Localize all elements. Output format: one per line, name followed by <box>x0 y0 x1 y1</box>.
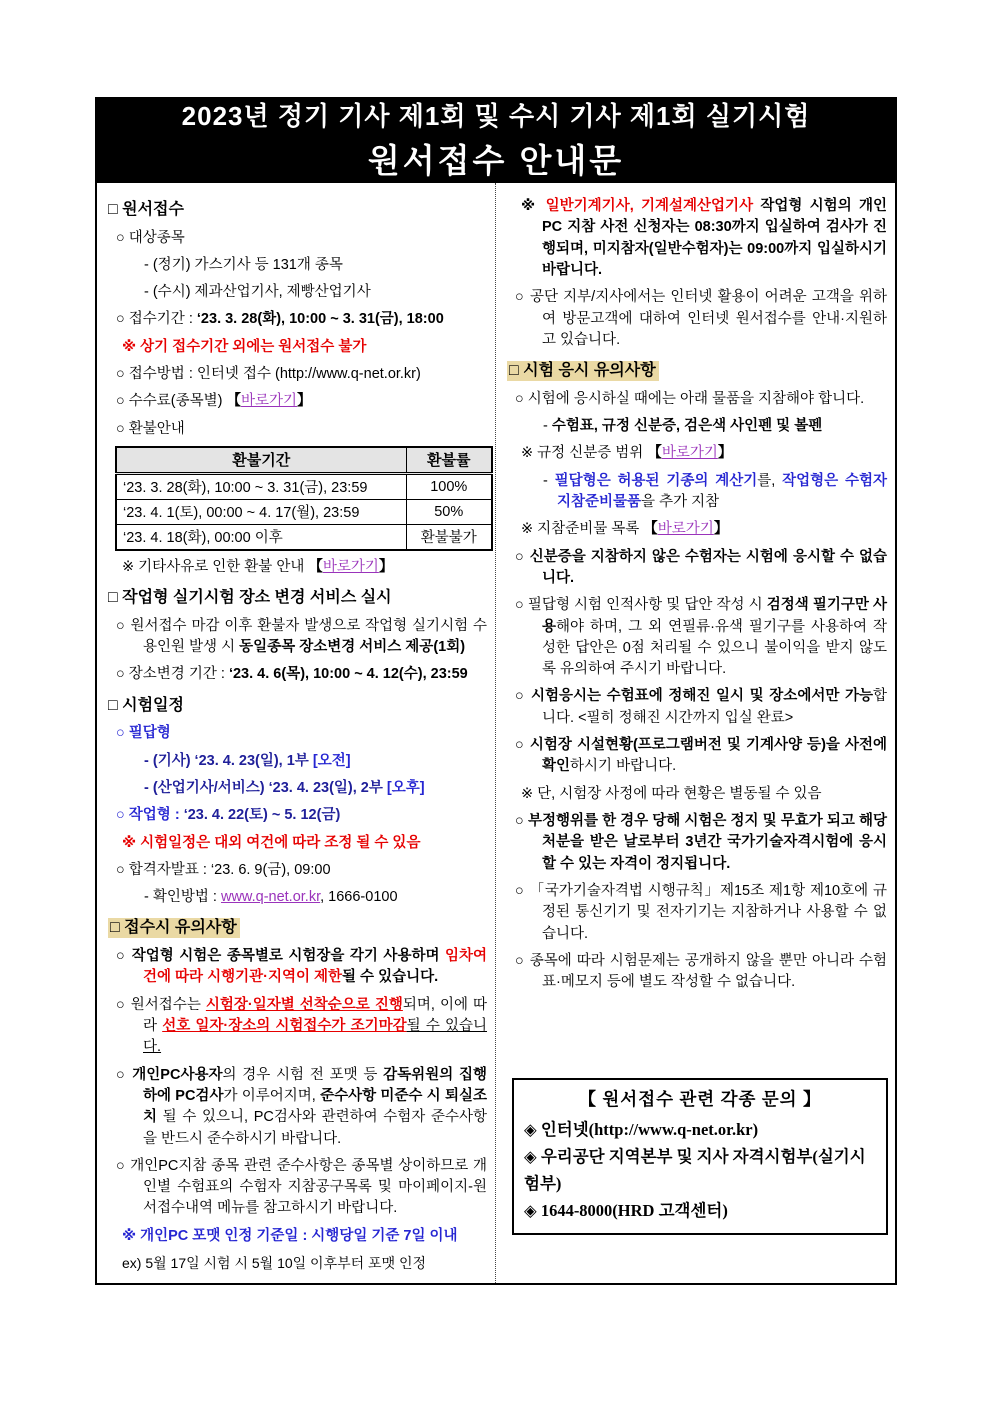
content-line <box>103 664 487 685</box>
text-segment: ○ 원서접수는 <box>116 996 206 1013</box>
text-segment: 을 추가 지참 <box>641 493 720 510</box>
text-segment: 동일종목 장소변경 서비스 제공(1회) <box>239 639 466 656</box>
content-line <box>103 887 487 908</box>
refund-period-cell: ‘23. 4. 18(화), 00:00 이후 <box>116 525 406 551</box>
section-heading-receipt-notes <box>103 916 487 940</box>
content-line <box>103 255 487 276</box>
refund-period-cell: ‘23. 4. 1(토), 00:00 ~ 4. 17(월), 23:59 <box>116 500 406 525</box>
text-segment: ○ 개인PC지참 종목 관련 준수사항은 종목별 상이하므로 개인별 수험표의 수험자 지참공구목록 및 마이페이지-원서접수내역 메뉴를 참고하시기 바랍니다. <box>116 1157 487 1217</box>
text-segment: 【 <box>643 521 658 538</box>
content-line <box>103 833 487 854</box>
content-line <box>502 686 887 729</box>
refund-table-header: 환불기간 <box>116 447 406 474</box>
text-segment: ※ 상기 접수기간 외에는 원서접수 불가 <box>122 338 367 355</box>
text-segment: 09:00 <box>747 240 785 257</box>
content-line <box>103 364 487 385</box>
text-segment: ○ 필답형 시험 인적사항 및 답안 작성 시 <box>515 597 767 614</box>
text-segment: 부정행위를 한 경우 당해 시험은 정지 및 무효가 되고 해당 처분을 받은 날로부터 3년간 국가기술자격시험에 응시할 수 있는 자격이 정지됩니다. <box>527 813 887 872</box>
text-segment: 개인PC사용자 <box>132 1066 223 1083</box>
highlighted-heading <box>108 918 240 938</box>
text-segment: ※ <box>521 198 546 214</box>
table-row <box>116 474 492 500</box>
text-segment: 작업형은 수험자 지참준비물품 <box>557 472 888 510</box>
text-segment: 될 수 있습니다. <box>342 969 439 986</box>
content-line <box>103 337 487 358</box>
text-segment: □ 시험 응시 유의사항 <box>509 362 656 380</box>
text-segment: 일반기계기사, 기계설계산업기사 <box>545 198 754 214</box>
right-column <box>496 183 895 1283</box>
text-segment: ○ 원서접수 마감 이후 환불자 발생으로 작업형 실기시험 수용인원 발생 시 <box>116 617 487 656</box>
text-segment: ※ 지참준비물 목록 <box>521 521 644 538</box>
text-segment: ○ 수수료(종목별) <box>116 393 227 410</box>
contact-item: ◈ 1644-8000(HRD 고객센터) <box>524 1201 728 1221</box>
content-line <box>502 416 887 437</box>
content-line <box>502 951 887 994</box>
document-title-line2: 원서접수 안내문 <box>367 142 625 179</box>
content-line <box>103 309 487 330</box>
refund-period-cell: ‘23. 3. 28(화), 10:00 ~ 3. 31(금), 23:59 <box>116 474 406 500</box>
text-segment: ○ 시험에 응시하실 때에는 아래 물품을 지참해야 합니다. <box>515 390 865 407</box>
content-line <box>103 391 487 412</box>
text-segment: 해야 하며, 그 외 연필류·유색 필기구를 사용하여 작성한 답안은 0점 처리될 수 있으니 불이익을 받지 않도록 유의하여 주시기 바랍니다. <box>542 618 887 678</box>
content-line <box>103 778 487 799</box>
text-segment: 준수사항 미준수 시 퇴실조치 <box>143 1087 487 1126</box>
text-segment: 하시기 바랍니다. <box>570 758 677 775</box>
content-line <box>502 811 887 875</box>
text-segment: ‘23. 4. 6(목), 10:00 ~ 4. 12(수), 23:59 <box>228 666 468 683</box>
section-heading-exam-notes <box>502 359 887 383</box>
content-line <box>103 1253 487 1274</box>
table-row <box>116 525 492 551</box>
table-row <box>116 500 492 525</box>
section-heading-application <box>103 198 487 222</box>
text-segment: 임차여건에 따라 시행기관·지역이 제한 <box>143 948 488 986</box>
text-segment: 【 <box>308 559 323 576</box>
text-segment: ○ <box>515 548 530 565</box>
text-segment: [오후] <box>386 779 425 796</box>
content-line <box>502 881 887 945</box>
text-segment: 될 수 있습니다. <box>143 1017 488 1056</box>
text-segment: 신분증을 지참하지 않은 수험자는 시험에 응시할 수 없습니다. <box>529 548 888 586</box>
supplies-shortcut-link[interactable]: 바로가기 <box>657 521 714 538</box>
text-segment: 08:30 <box>694 219 732 236</box>
qnet-link[interactable]: www.q-net.or.kr <box>220 889 321 906</box>
text-segment: ○ <box>116 1066 133 1083</box>
text-segment: ○ 접수기간 : <box>116 311 197 328</box>
text-segment: ○ <box>515 737 530 754</box>
text-segment: ○ 종목에 따라 시험문제는 공개하지 않을 뿐만 아니라 수험표·메모지 등에 별도 작성할 수 없습니다. <box>515 952 887 991</box>
text-segment: - <box>543 418 552 435</box>
left-column <box>97 183 496 1283</box>
text-segment: ○ <box>116 807 129 824</box>
content-line <box>103 282 487 303</box>
text-segment: 【 <box>647 445 662 462</box>
text-segment: □ 원서접수 <box>108 201 184 218</box>
text-segment: (산업기사/서비스) ‘23. 4. 23(일), 2부 <box>152 779 387 796</box>
content-line <box>502 519 887 540</box>
fee-shortcut-link[interactable]: 바로가기 <box>241 393 298 410</box>
content-area <box>95 181 897 1285</box>
content-line <box>103 723 487 744</box>
text-segment: 【 <box>226 393 242 410</box>
content-line <box>103 805 487 826</box>
refund-rate-cell: 100% <box>406 474 492 500</box>
content-line <box>103 228 487 249</box>
text-segment: ○ 환불안내 <box>116 420 185 437</box>
content-line <box>103 995 487 1059</box>
contact-item: ◈ 우리공단 지역본부 및 지사 자격시험부(실기시험부) <box>524 1146 866 1193</box>
content-line <box>502 471 887 514</box>
content-line <box>502 443 887 464</box>
text-segment: , 1666-0100 <box>320 889 398 906</box>
text-segment: 필답형은 허용된 기종의 계산기 <box>554 472 758 489</box>
text-segment: □ 접수시 유의사항 <box>110 919 237 937</box>
text-segment: 작업형 시험은 종목별로 시험장을 각기 사용하며 <box>131 948 445 964</box>
contact-item: ◈ 인터넷(http://www.q-net.or.kr) <box>524 1119 759 1139</box>
content-line <box>103 946 487 989</box>
refund-rate-cell: 환불불가 <box>406 525 492 551</box>
refund-shortcut-link[interactable]: 바로가기 <box>322 559 379 576</box>
content-line <box>103 419 487 440</box>
content-line <box>103 751 487 772</box>
text-segment: 검정색 필기구만 사용 <box>542 597 887 635</box>
text-segment: 를, <box>757 472 783 489</box>
content-line <box>502 196 887 281</box>
text-segment: - <box>144 779 153 796</box>
text-segment: - <box>543 472 555 489</box>
text-segment: 시험응시는 수험표에 정해진 일시 및 장소에서만 가능 <box>531 688 873 705</box>
text-segment: □ 시험일정 <box>108 696 184 714</box>
text-segment: - <box>144 752 153 769</box>
text-segment: - (정기) 가스기사 등 131개 종목 <box>144 256 343 273</box>
section-heading-venue-change <box>103 586 487 610</box>
refund-table <box>115 446 493 551</box>
text-segment: 】 <box>713 521 729 538</box>
text-segment: ‘23. 3. 28(화), 10:00 ~ 3. 31(금), 18:00 <box>196 311 444 328</box>
content-line <box>502 784 887 805</box>
text-segment: ※ 개인PC 포맷 인정 기준일 : 시행당일 기준 7일 이내 <box>122 1227 458 1244</box>
document-title-line1: 2023년 정기 기사 제1회 및 수시 기사 제1회 실기시험 <box>181 101 811 131</box>
text-segment: 시험장 시설현황(프로그램버전 및 기계사양 등)을 사전에 확인 <box>529 737 887 775</box>
content-line <box>502 735 887 778</box>
text-segment: ※ 시험일정은 대외 여건에 따라 조정 될 수 있음 <box>122 834 421 851</box>
section-heading-schedule <box>103 694 487 718</box>
text-segment: [오전] <box>312 752 351 769</box>
text-segment: ○ <box>515 688 532 705</box>
content-line <box>103 616 487 659</box>
text-segment: 감독위원의 집행 하에 PC검사 <box>143 1066 487 1104</box>
content-line <box>502 595 887 680</box>
text-segment: ○ 필답형 <box>116 725 171 742</box>
text-segment: 】 <box>717 445 733 462</box>
text-segment: ※ 단, 시험장 사정에 따라 현황은 별동될 수 있음 <box>521 785 822 802</box>
text-segment: ※ 규정 신분증 범위 <box>521 445 648 462</box>
text-segment: ○ <box>515 813 528 830</box>
text-segment: ○ 장소변경 기간 : <box>116 666 229 683</box>
text-segment: ○ 접수방법 : 인터넷 접수 (http://www.q-net.or.kr) <box>116 366 421 383</box>
text-segment: 작업형 : <box>128 807 184 824</box>
text-segment: ‘23. 4. 22(토) ~ 5. 12(금) <box>183 807 341 824</box>
text-segment: 의 경우 시험 전 포맷 등 <box>222 1066 384 1083</box>
text-segment: ex) 5월 17일 시험 시 5월 10일 이후부터 포맷 인정 <box>122 1255 427 1272</box>
content-line <box>103 860 487 881</box>
text-segment: 까지 입실하시기 바랍니다. <box>542 240 887 278</box>
text-segment: ○ 합격자발표 : ‘23. 6. 9(금), 09:00 <box>116 861 331 878</box>
text-segment: ○ <box>116 948 132 964</box>
text-segment: 까지 입실하여 검사가 진행되며, 미지참자(일반수험자)는 <box>542 219 887 257</box>
spacer <box>502 1000 887 1078</box>
refund-rate-cell: 50% <box>406 500 492 525</box>
text-segment: 가 이루어지며, <box>223 1087 321 1104</box>
id-range-shortcut-link[interactable]: 바로가기 <box>661 445 718 462</box>
text-segment: ○ 공단 지부/지사에서는 인터넷 활용이 어려운 고객을 위하여 방문고객에 대하여 인터넷 원서접수를 안내·지원하고 있습니다. <box>515 289 887 348</box>
text-segment: - 확인방법 : <box>144 889 221 906</box>
text-segment: ※ 기타사유로 인한 환불 안내 <box>122 559 309 576</box>
content-line <box>103 557 487 578</box>
text-segment: - (수시) 제과산업기사, 제빵산업기사 <box>144 284 371 301</box>
text-segment: 시험장·일자별 선착순으로 진행 <box>205 996 403 1013</box>
contact-box-title: 【 원서접수 관련 각종 문의 】 <box>578 1088 822 1109</box>
text-segment: 되며, 이에 따라 <box>143 996 488 1034</box>
content-line <box>103 1065 487 1150</box>
content-line <box>502 547 887 590</box>
text-segment: (기사) ‘23. 4. 23(일), 1부 <box>152 752 313 769</box>
text-segment: 】 <box>378 559 394 576</box>
highlighted-heading <box>507 361 659 381</box>
content-line <box>103 1156 487 1220</box>
text-segment: 될 수 있으니, PC검사와 관련하여 수험자 준수사항을 반드시 준수하시기 바랍니다. <box>143 1109 487 1147</box>
text-segment: 수험표, 규정 신분증, 검은색 사인펜 및 볼펜 <box>551 418 823 435</box>
text-segment: ○ 「국가기술자격법 시행규칙」제15조 제1항 제10호에 규정된 통신기기 및 전자기기는 지참하거나 사용할 수 없습니다. <box>515 882 887 942</box>
text-segment: □ 작업형 실기시험 장소 변경 서비스 실시 <box>108 589 392 607</box>
content-line <box>103 1226 487 1247</box>
text-segment: 합니다. <필히 정해진 시간까지 입실 완료> <box>542 688 887 726</box>
text-segment: ○ 대상종목 <box>116 229 185 246</box>
text-segment: 선호 일자·장소의 시험접수가 조기마감 <box>162 1017 407 1034</box>
text-segment: 】 <box>297 393 312 410</box>
document-header <box>95 97 897 181</box>
refund-table-header: 환불률 <box>406 447 492 474</box>
text-segment: 작업형 시험의 개인PC 지참 사전 신청자는 <box>542 198 888 236</box>
content-line <box>502 287 887 351</box>
contact-box <box>512 1078 888 1236</box>
content-line <box>502 389 887 410</box>
